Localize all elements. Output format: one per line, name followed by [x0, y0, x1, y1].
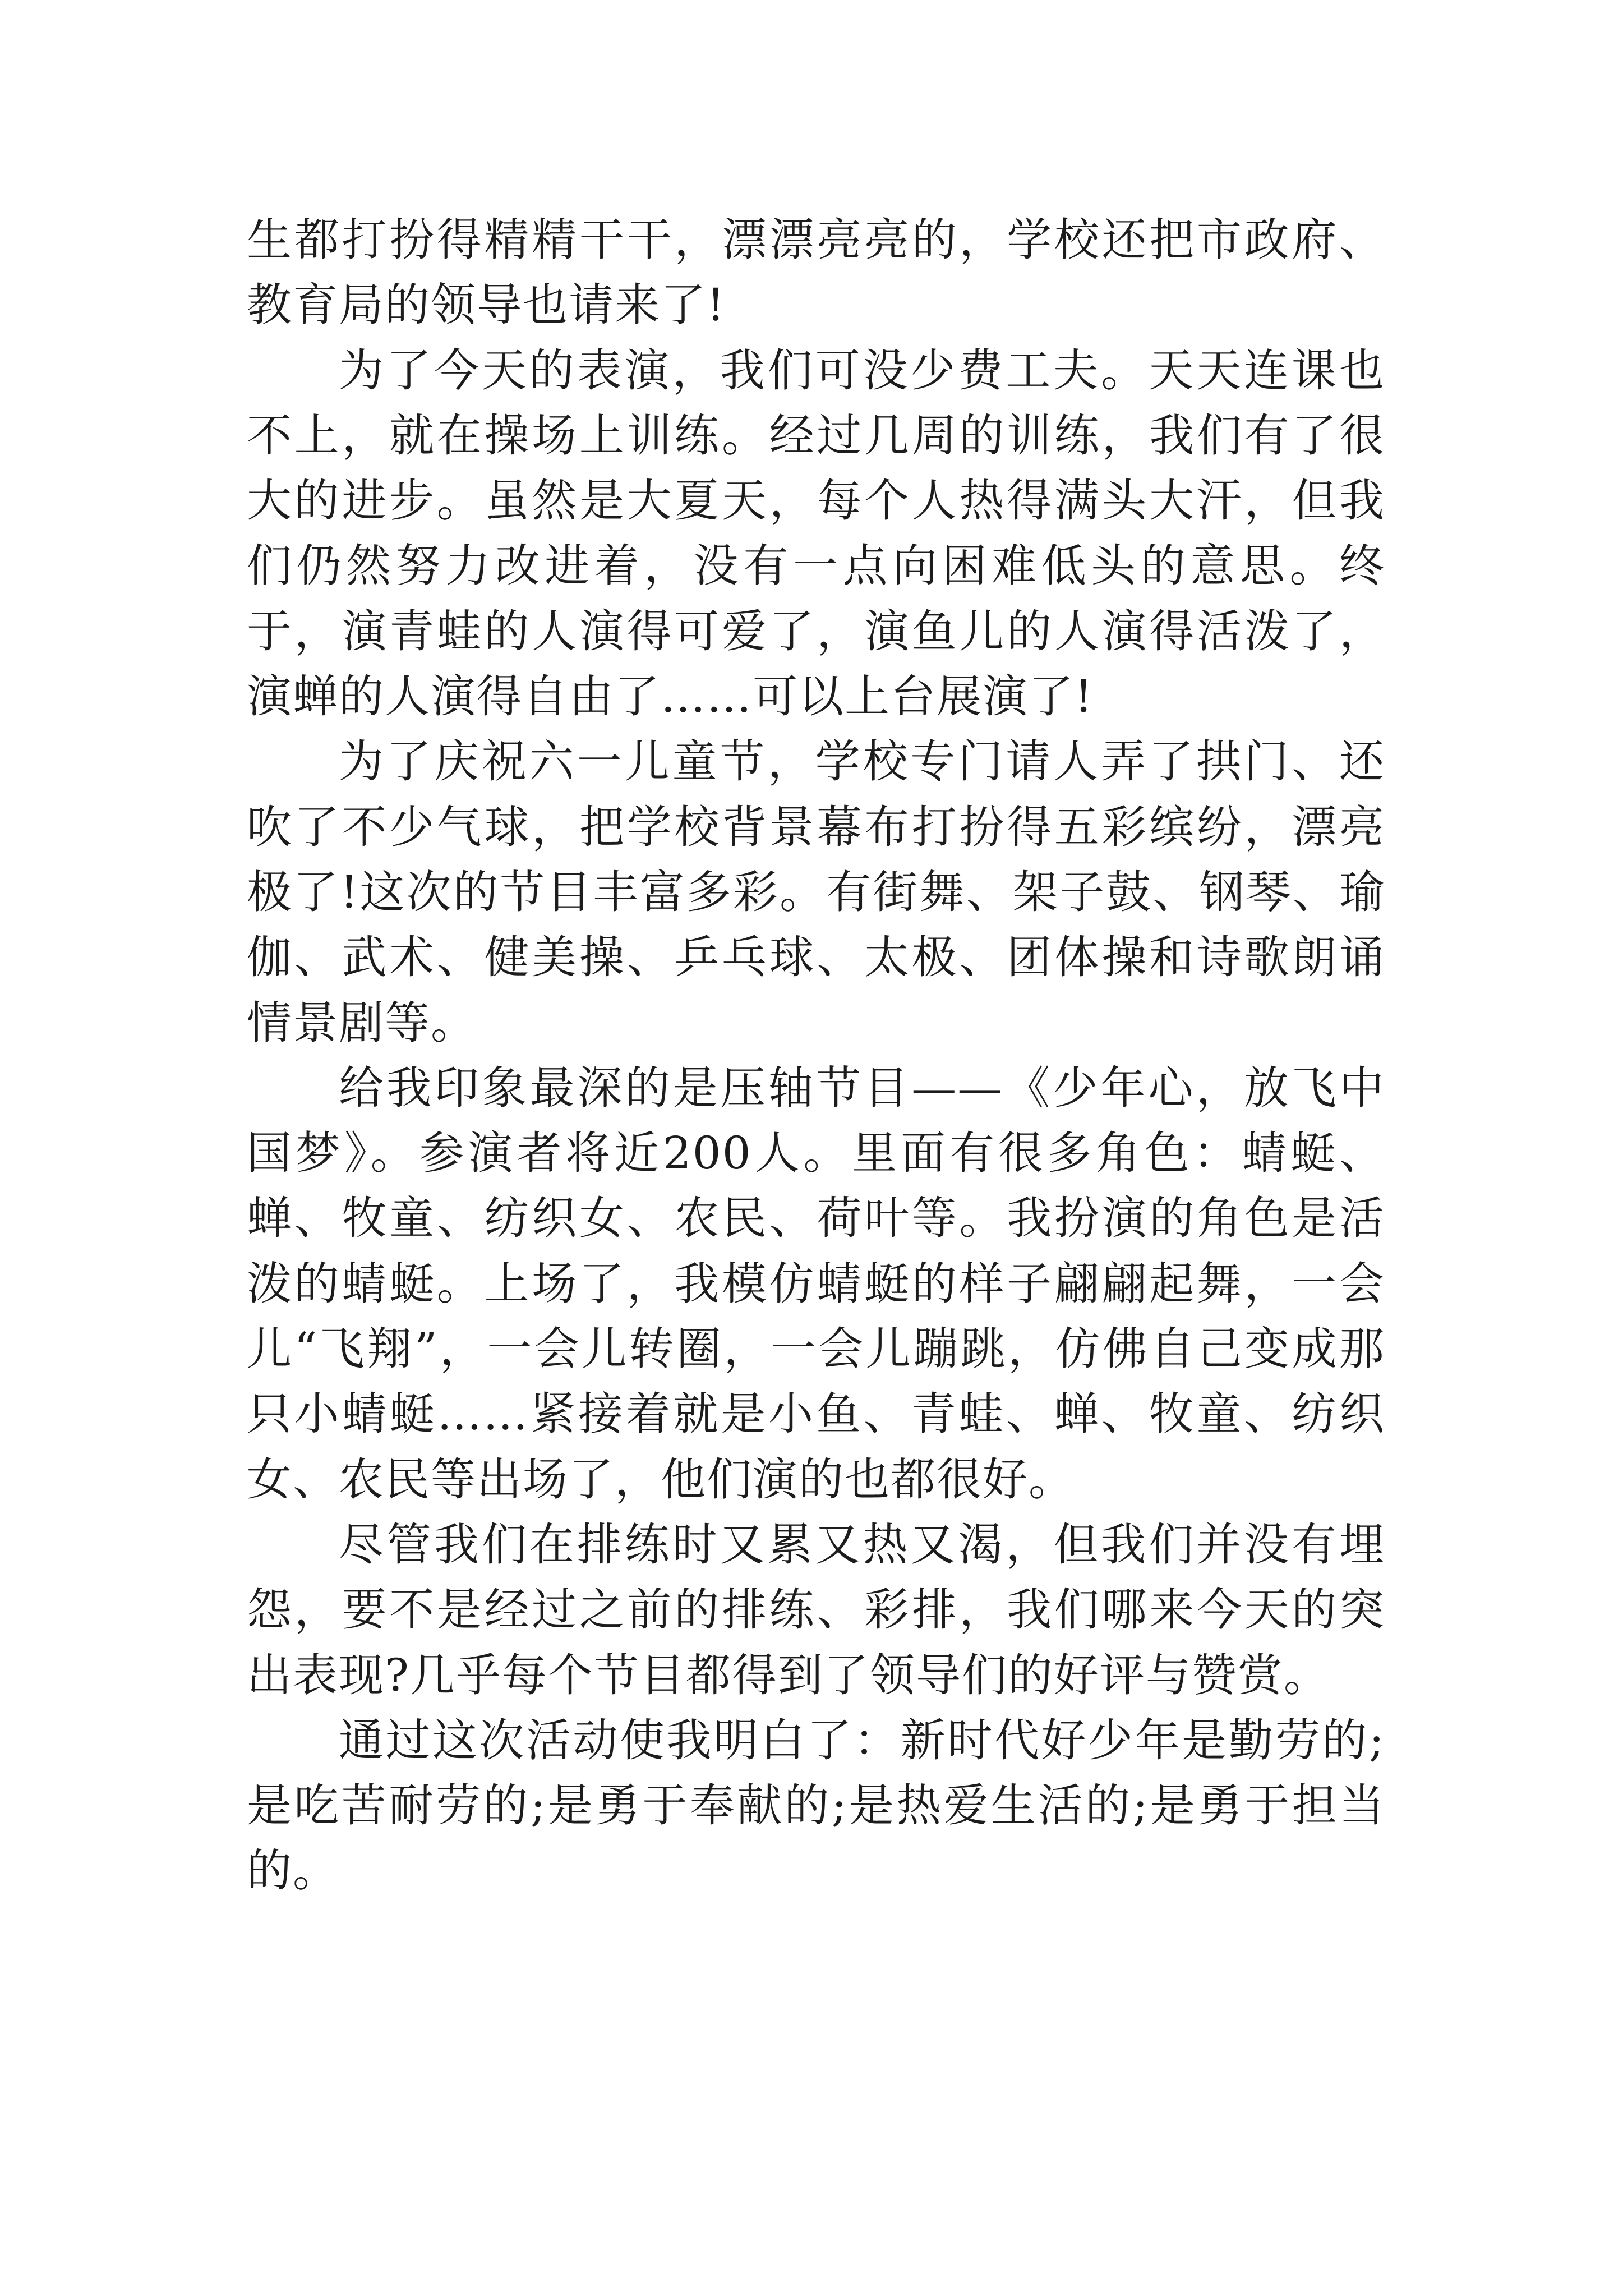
- paragraph-4: 给我印象最深的是压轴节目——《少年心，放飞中国梦》。参演者将近200人。里面有很多角色：蜻蜓、蝉、牧童、纺织女、农民、荷叶等。我扮演的角色是活泼的蜻蜓。上场了，我模仿蜻蜓的样子翩翩起舞，一会儿“飞翔”，一会儿转圈，一会儿蹦跳，仿佛自己变成那只小蜻蜓……紧接着就是小鱼、青蛙、蝉、牧童、纺织女、农民等出场了，他们演的也都很好。: [247, 1061, 1385, 1506]
- paragraph-3: 为了庆祝六一儿童节，学校专门请人弄了拱门、还吹了不少气球，把学校背景幕布打扮得五彩缤纷，漂亮极了!这次的节目丰富多彩。有街舞、架子鼓、钢琴、瑜伽、武术、健美操、乒乓球、太极、团体操和诗歌朗诵情景剧等。: [247, 735, 1385, 1049]
- paragraph-1: 生都打扮得精精干干，漂漂亮亮的，学校还把市政府、教育局的领导也请来了!: [247, 214, 1385, 332]
- paragraph-2: 为了今天的表演，我们可没少费工夫。天天连课也不上，就在操场上训练。经过几周的训练，我们有了很大的进步。虽然是大夏天，每个人热得满头大汗，但我们仍然努力改进着，没有一点向困难低头的意思。终于，演青蛙的人演得可爱了，演鱼儿的人演得活泼了，演蝉的人演得自由了……可以上台展演了!: [247, 344, 1385, 723]
- paragraph-5: 尽管我们在排练时又累又热又渴，但我们并没有埋怨，要不是经过之前的排练、彩排，我们哪来今天的突出表现?几乎每个节目都得到了领导们的好评与赞赏。: [247, 1518, 1385, 1701]
- paragraph-6: 通过这次活动使我明白了：新时代好少年是勤劳的;是吃苦耐劳的;是勇于奉献的;是热爱生活的;是勇于担当的。: [247, 1714, 1385, 1897]
- body-text: [247, 208, 1385, 1904]
